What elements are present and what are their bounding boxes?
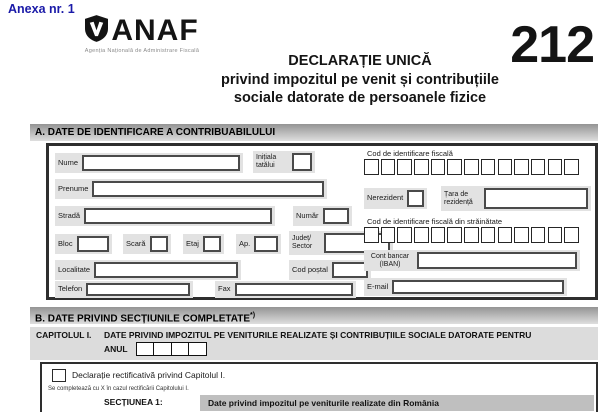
chapter1-title: DATE PRIVIND IMPOZITUL PE VENITURILE REALIZATE ȘI CONTRIBUȚIILE SOCIALE DATORATE PENTRU xyxy=(104,330,532,340)
char-box[interactable] xyxy=(431,159,446,175)
rectificative-label: Declarație rectificativă privind Capitolul I. xyxy=(72,370,226,380)
bloc-label: Bloc xyxy=(58,238,73,248)
form-title-line1: DECLARAȚIE UNICĂ xyxy=(288,53,432,69)
telefon-label: Telefon xyxy=(58,284,83,294)
anaf-shield-icon xyxy=(85,15,108,47)
annex-label: Anexa nr. 1 xyxy=(8,2,75,16)
chapter1-year-label: ANUL xyxy=(104,344,128,354)
chapter1-box xyxy=(40,362,598,412)
section-b-title: B. DATE PRIVIND SECȚIUNILE COMPLETATE xyxy=(35,313,251,325)
anaf-logo xyxy=(68,15,216,54)
field-ap xyxy=(236,234,281,254)
field-prenume xyxy=(55,179,327,199)
identification-box xyxy=(46,143,598,300)
form-number: 212 xyxy=(510,16,594,74)
fax-input[interactable] xyxy=(235,283,353,296)
section1-title-bar: Date privind impozitul pe veniturile realizate din România xyxy=(200,395,594,411)
cont-bancar-input[interactable] xyxy=(417,252,577,269)
cod-postal-label: Cod poștal xyxy=(292,264,328,274)
section-a-header xyxy=(30,124,598,141)
field-strada xyxy=(55,206,275,226)
char-box[interactable] xyxy=(564,159,579,175)
etaj-input[interactable] xyxy=(203,236,221,252)
prenume-input[interactable] xyxy=(92,181,324,197)
char-box[interactable] xyxy=(464,159,479,175)
telefon-input[interactable] xyxy=(86,283,190,296)
numar-label: Număr xyxy=(296,210,319,220)
localitate-input[interactable] xyxy=(94,262,238,278)
field-etaj xyxy=(183,234,224,254)
char-box[interactable] xyxy=(414,159,429,175)
field-fax xyxy=(215,281,356,298)
char-box[interactable] xyxy=(431,227,446,243)
cod-postal-input[interactable] xyxy=(332,262,368,278)
section1-label: SECȚIUNEA 1: xyxy=(104,397,163,407)
char-box[interactable] xyxy=(564,227,579,243)
prenume-label: Prenume xyxy=(58,183,89,193)
chapter1-header xyxy=(30,327,598,360)
ap-label: Ap. xyxy=(239,238,251,248)
cif-strainatate-boxes xyxy=(364,227,579,243)
nerezident-label: Nerezident xyxy=(367,193,404,203)
char-box[interactable] xyxy=(548,227,563,243)
cif-strainatate-label: Cod de identificare fiscală din străinătate xyxy=(367,217,503,226)
char-box[interactable] xyxy=(153,342,172,356)
field-numar xyxy=(293,206,352,226)
strada-label: Stradă xyxy=(58,210,81,220)
anaf-logo-tagline: Agenția Națională de Administrare Fiscală xyxy=(84,48,200,54)
email-input[interactable] xyxy=(392,280,564,294)
email-label: E-mail xyxy=(367,281,389,291)
chapter1-label: CAPITOLUL I. xyxy=(36,330,92,340)
char-box[interactable] xyxy=(498,227,513,243)
char-box[interactable] xyxy=(447,159,462,175)
etaj-label: Etaj xyxy=(186,238,199,248)
char-box[interactable] xyxy=(498,159,513,175)
char-box[interactable] xyxy=(481,227,496,243)
field-email xyxy=(364,278,567,296)
section-b-header xyxy=(30,307,598,324)
char-box[interactable] xyxy=(364,159,379,175)
field-initiala-tatalui xyxy=(253,151,315,173)
nume-input[interactable] xyxy=(82,155,240,171)
localitate-label: Localitate xyxy=(58,264,91,274)
initiala-tatalui-label: Inițiala tatălui xyxy=(256,154,277,169)
field-cod-postal xyxy=(289,260,371,280)
field-nume xyxy=(55,153,243,173)
char-box[interactable] xyxy=(364,227,379,243)
char-box[interactable] xyxy=(447,227,462,243)
field-tara-rezidenta xyxy=(441,186,591,211)
field-scara xyxy=(123,234,171,254)
char-box[interactable] xyxy=(188,342,207,356)
form-title-line3: sociale datorate de persoanele fizice xyxy=(233,90,487,106)
char-box[interactable] xyxy=(381,227,396,243)
cont-bancar-label: Cont bancar (IBAN) xyxy=(370,252,410,268)
field-localitate xyxy=(55,260,241,280)
char-box[interactable] xyxy=(531,159,546,175)
char-box[interactable] xyxy=(548,159,563,175)
char-box[interactable] xyxy=(481,159,496,175)
rectificative-checkbox[interactable] xyxy=(52,369,66,382)
field-bloc xyxy=(55,234,112,254)
nume-label: Nume xyxy=(58,157,79,167)
bloc-input[interactable] xyxy=(77,236,109,252)
field-telefon xyxy=(55,281,193,298)
char-box[interactable] xyxy=(397,227,412,243)
scara-label: Scară xyxy=(126,238,146,248)
initiala-tatalui-input[interactable] xyxy=(292,153,312,171)
char-box[interactable] xyxy=(397,159,412,175)
numar-input[interactable] xyxy=(323,208,349,224)
anaf-logo-text: ANAF xyxy=(111,14,199,47)
char-box[interactable] xyxy=(414,227,429,243)
form-title xyxy=(170,52,550,108)
cif-boxes xyxy=(364,159,579,175)
tara-rezidenta-input[interactable] xyxy=(484,188,588,209)
section-a-title: A. DATE DE IDENTIFICARE A CONTRIBUABILULUI xyxy=(35,127,276,138)
cif-label: Cod de identificare fiscală xyxy=(367,149,453,158)
field-nerezident xyxy=(364,188,427,209)
section-b-footnote-mark: *) xyxy=(250,312,256,319)
char-box[interactable] xyxy=(171,342,190,356)
char-box[interactable] xyxy=(464,227,479,243)
field-cont-bancar xyxy=(364,250,580,271)
nerezident-checkbox[interactable] xyxy=(407,190,424,207)
judet-sector-label: Județ/ Sector xyxy=(292,235,313,250)
char-box[interactable] xyxy=(514,159,529,175)
tara-rezidenta-label: Țara de rezidență xyxy=(444,190,473,206)
form-title-line2: privind impozitul pe venit și contribuțiile xyxy=(221,71,499,88)
chapter1-year-boxes xyxy=(136,342,208,356)
char-box[interactable] xyxy=(531,227,546,243)
char-box[interactable] xyxy=(136,342,155,356)
scara-input[interactable] xyxy=(150,236,168,252)
char-box[interactable] xyxy=(514,227,529,243)
fax-label: Fax xyxy=(218,284,231,294)
rectificative-note: Se completează cu X în cazul rectificării Capitolului I. xyxy=(48,386,189,392)
strada-input[interactable] xyxy=(84,208,272,224)
char-box[interactable] xyxy=(381,159,396,175)
ap-input[interactable] xyxy=(254,236,278,252)
